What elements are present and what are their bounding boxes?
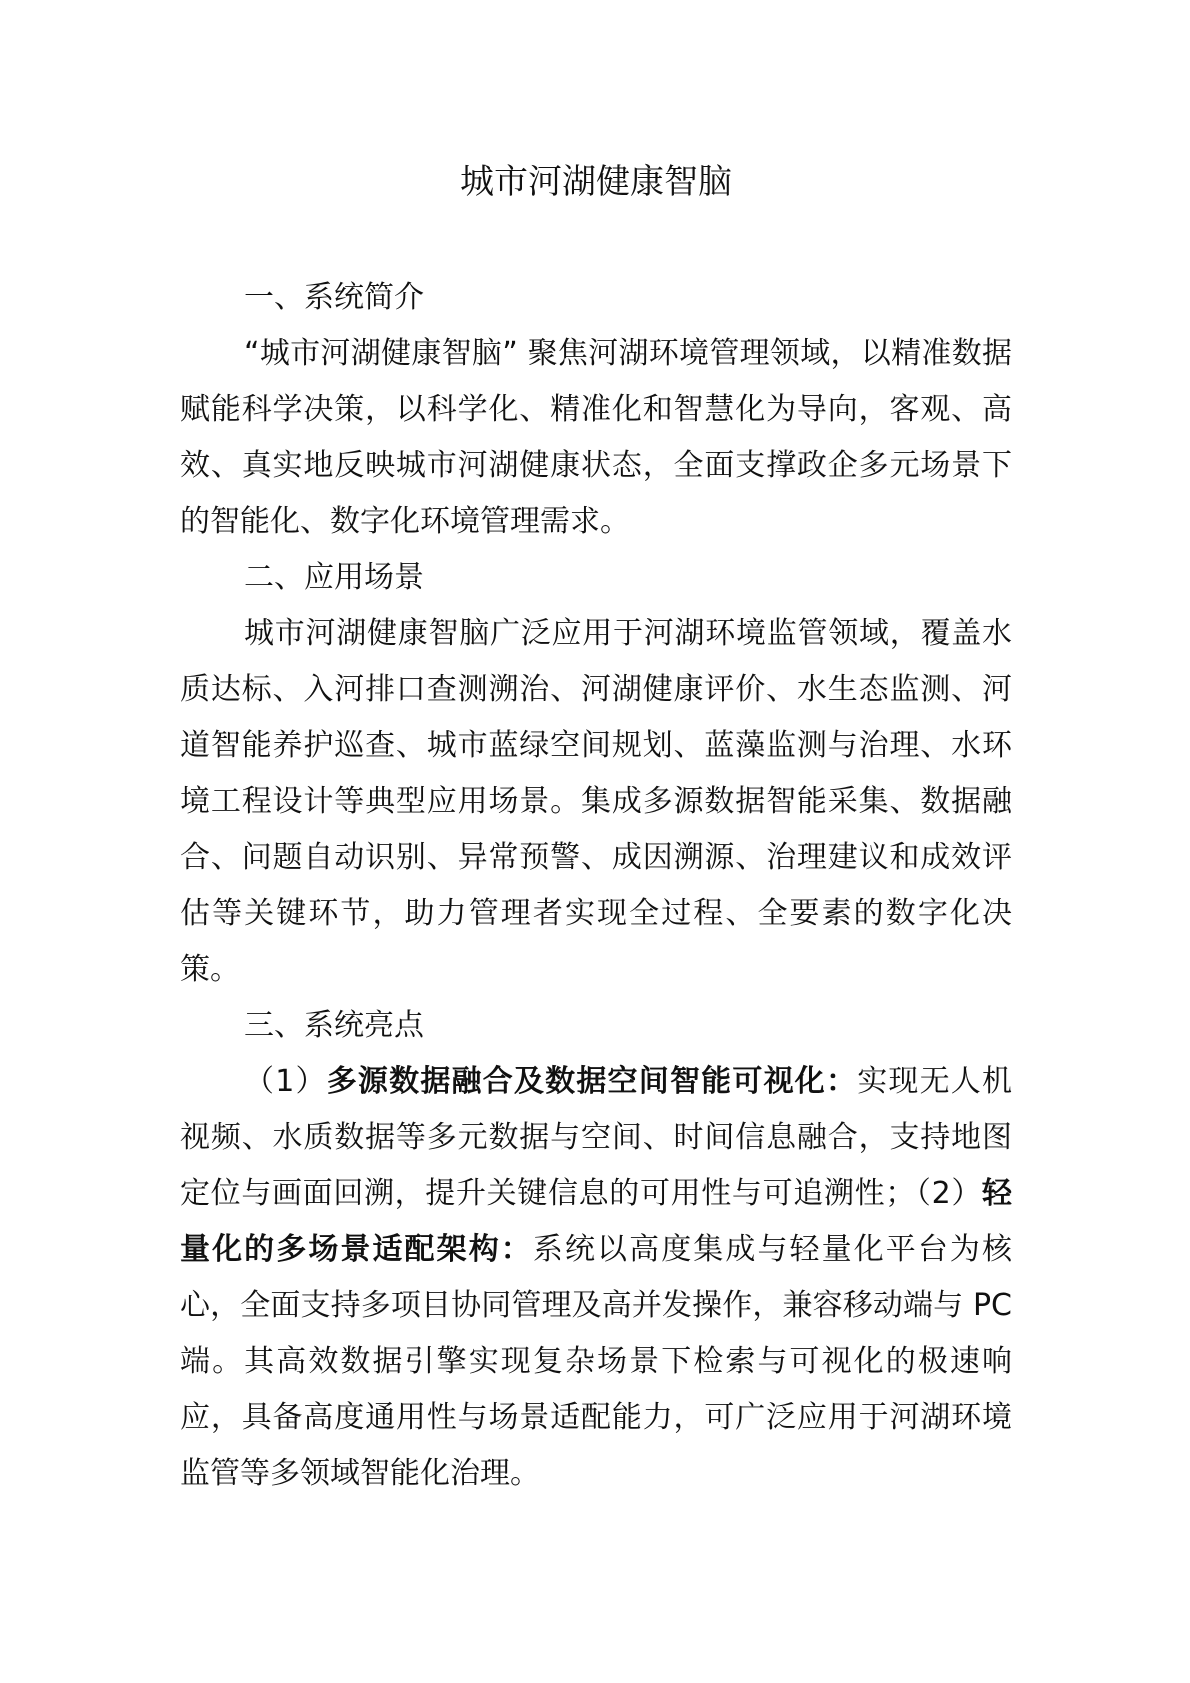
section-heading-highlights: 三、系统亮点 bbox=[244, 1008, 424, 1043]
highlight-title: 多源数据融合及数据空间智能可视化： bbox=[326, 1064, 858, 1099]
document-body bbox=[180, 270, 1012, 1502]
section-heading-intro: 一、系统简介 bbox=[244, 280, 424, 315]
highlight-text: 系统以高度集成与轻量化平台为核心，全面支持多项目协同管理及高并发操作，兼容移动端与 PC 端。其高效数据引擎实现复杂场景下检索与可视化的极速响应，具备高度通用性与场景适配能力，可广泛应用于河湖环境监管等多领域智能化治理。 bbox=[180, 1232, 1013, 1491]
highlight-prefix: （1） bbox=[244, 1064, 327, 1099]
highlight-title: 轻量化的多场景适配架构： bbox=[180, 1176, 1013, 1267]
page-title: 城市河湖健康智脑 bbox=[460, 162, 732, 202]
highlight-item-1 bbox=[180, 1054, 1012, 1502]
section-paragraph-scenarios: 城市河湖健康智脑广泛应用于河湖环境监管领域，覆盖水质达标、入河排口查测溯治、河湖健康评价、水生态监测、河道智能养护巡查、城市蓝绿空间规划、蓝藻监测与治理、水环境工程设计等典型应用场景。集成多源数据智能采集、数据融合、问题自动识别、异常预警、成因溯源、治理建议和成效评估等关键环节，助力管理者实现全过程、全要素的数字化决策。 bbox=[180, 616, 1012, 987]
section-heading-scenarios: 二、应用场景 bbox=[244, 560, 424, 595]
section-paragraph-intro: “城市河湖健康智脑” 聚焦河湖环境管理领域，以精准数据赋能科学决策，以科学化、精准化和智慧化为导向，客观、高效、真实地反映城市河湖健康状态，全面支撑政企多元场景下的智能化、数字化环境管理需求。 bbox=[180, 336, 1012, 539]
highlight-item-2 bbox=[180, 1176, 1012, 1491]
highlight-text: 实现无人机视频、水质数据等多元数据与空间、时间信息融合，支持地图定位与画面回溯，提升关键信息的可用性与可追溯性； bbox=[180, 1064, 1013, 1211]
highlight-prefix: （2） bbox=[915, 1176, 983, 1211]
